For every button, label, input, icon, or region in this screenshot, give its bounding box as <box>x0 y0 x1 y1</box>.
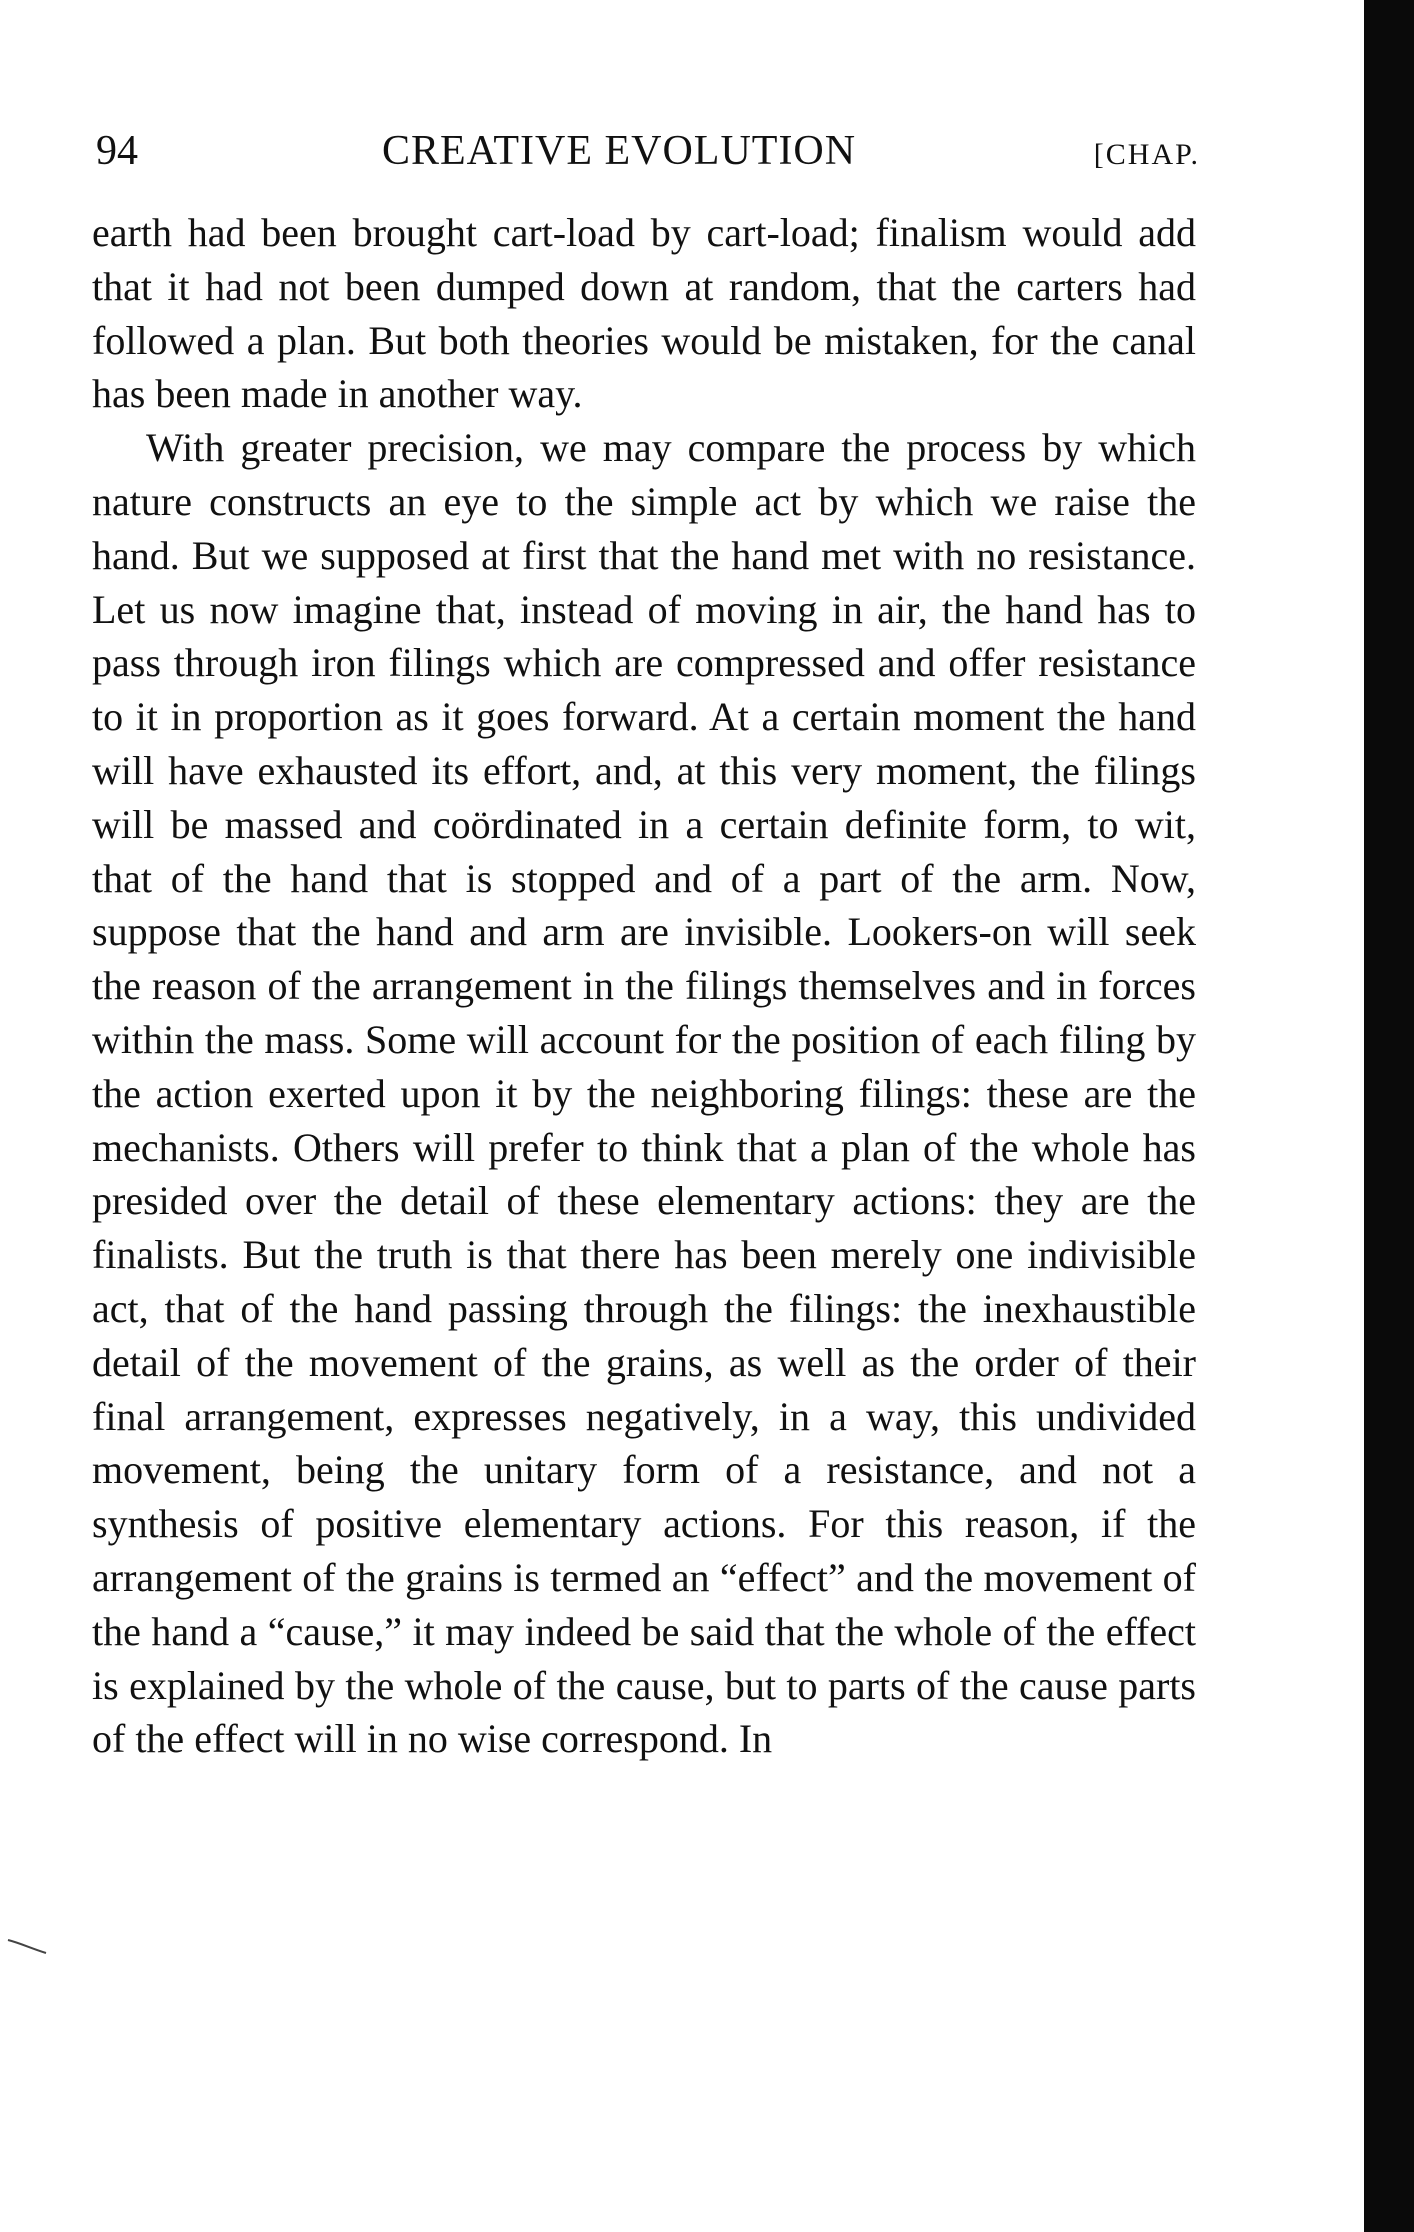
page-header <box>92 126 1200 176</box>
body-text <box>92 206 1196 1766</box>
pencil-mark-icon <box>6 1936 50 1956</box>
running-title: CREATIVE EVOLUTION <box>382 128 857 174</box>
page-number: 94 <box>96 128 138 174</box>
chapter-label: [CHAP. <box>1093 138 1200 171</box>
paragraph-iron-filings: With greater precision, we may compare the process by which nature constructs an eye to the simple act by which we raise the hand. But we supposed at first that the hand met with no resistance. Let us now imagine that, instead of moving in air, the hand has to pass through iron filings which are compressed and offer resistance to it in proportion as it goes forward. At a certain moment the hand will have exhausted its effort, and, at this very moment, the filings will be massed and coördinated in a certain definite form, to wit, that of the hand that is stopped and of a part of the arm. Now, suppose that the hand and arm are invisible. Lookers-on will seek the reason of the arrangement in the filings themselves and in forces within the mass. Some will account for the position of each filing by the action exerted upon it by the neighboring filings: these are the mechanists. Others will prefer to think that a plan of the whole has presided over the detail of these elementary actions: they are the finalists. But the truth is that there has been merely one indivisible act, that of the hand passing through the filings: the inexhaustible detail of the movement of the grains, as well as the order of their final arrangement, expresses negatively, in a way, this undivided movement, being the unitary form of a resistance, and not a synthesis of positive elementary actions. For this reason, if the arrangement of the grains is termed an “effect” and the movement of the hand a “cause,” it may indeed be said that the whole of the effect is explained by the whole of the cause, but to parts of the cause parts of the effect will in no wise correspond. In <box>92 425 1196 1762</box>
scan-edge-shadow <box>1364 0 1414 2232</box>
paragraph-continued: earth had been brought cart-load by cart-load; finalism would add that it had not been dumped down at random, that the carters had followed a plan. But both theories would be mistaken, for the canal has been made in another way. <box>92 210 1196 417</box>
